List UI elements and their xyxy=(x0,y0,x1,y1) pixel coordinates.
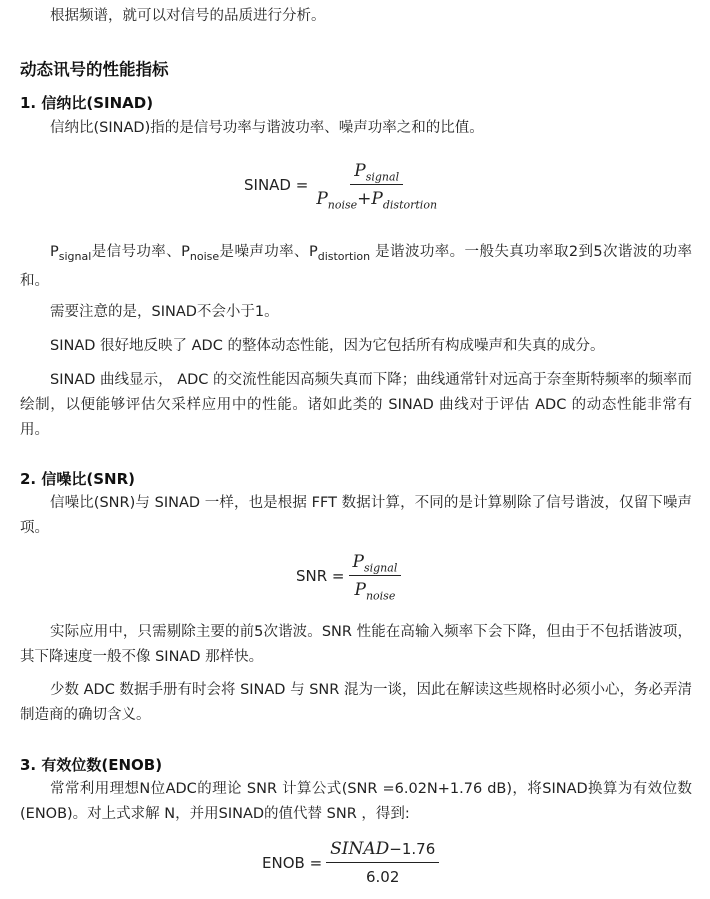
sinad-note: 需要注意的是，SINAD不会小于1。 xyxy=(50,304,279,320)
snr-numerator: $P_{signal}$ xyxy=(349,551,402,576)
sinad-paragraph-2: SINAD 曲线显示， ADC 的交流性能因高频失真而下降；曲线通常针对远高于奈奎斯特频率的频率而绘制，以便能够评估欠采样应用中的性能。诸如此类的 SINAD 曲线对于评估 ADC 的动态性能非常有用。 xyxy=(20,372,692,438)
snr-formula-lhs: SNR = xyxy=(296,567,345,585)
intro-paragraph: 根据频谱，就可以对信号的品质进行分析。 xyxy=(50,8,326,24)
enob-denominator: 6.02 xyxy=(366,868,400,886)
snr-paragraph-1: 实际应用中，只需剔除主要的前5次谐波。SNR 性能在高输入频率下会下降，但由于不包括谐波项，其下降速度一般不像 SINAD 那样快。 xyxy=(20,624,692,665)
snr-definition: 信噪比(SNR)与 SINAD 一样，也是根据 FFT 数据计算，不同的是计算剔除了信号谐波，仅留下噪声项。 xyxy=(20,495,692,536)
sinad-formula xyxy=(244,160,441,210)
sinad-formula-lhs: SINAD = xyxy=(244,176,309,194)
snr-denominator: $P_{noise}$ xyxy=(354,580,396,603)
sinad-heading: 1. 信纳比(SINAD) xyxy=(20,94,154,112)
enob-fraction xyxy=(326,838,439,888)
sinad-definition: 信纳比(SINAD)指的是信号功率与谐波功率、噪声功率之和的比值。 xyxy=(50,120,484,136)
sinad-numerator: $P_{signal}$ xyxy=(350,160,403,185)
sinad-variables-paragraph: $P_{signal}$是信号功率、$P_{noise}$是噪声功率、$P_{distortion}$ 是谐波功率。一般失真功率取2到5次谐波的功率和。 xyxy=(20,244,693,289)
sinad-paragraph-1: SINAD 很好地反映了 ADC 的整体动态性能，因为它包括所有构成噪声和失真的成分。 xyxy=(50,338,605,354)
snr-fraction xyxy=(349,551,402,601)
enob-formula xyxy=(262,838,439,888)
enob-formula-lhs: ENOB = xyxy=(262,854,323,872)
snr-heading: 2. 信噪比(SNR) xyxy=(20,470,135,488)
sinad-denominator: $P_{noise}+P_{distortion}$ xyxy=(316,189,438,212)
snr-paragraph-2: 少数 ADC 数据手册有时会将 SINAD 与 SNR 混为一谈，因此在解读这些规格时必须小心，务必弄清制造商的确切含义。 xyxy=(20,682,692,723)
snr-formula xyxy=(296,551,401,601)
enob-numerator: SINAD−1.76 xyxy=(326,838,439,863)
section-title: 动态讯号的性能指标 xyxy=(20,60,169,79)
enob-definition: 常常利用理想N位ADC的理论 SNR 计算公式(SNR =6.02N+1.76 dB)，将SINAD换算为有效位数(ENOB)。对上式求解 N，并用SINAD的值代替 SNR ，得到: xyxy=(20,781,692,822)
enob-heading: 3. 有效位数(ENOB) xyxy=(20,756,163,774)
sinad-fraction xyxy=(312,160,441,210)
